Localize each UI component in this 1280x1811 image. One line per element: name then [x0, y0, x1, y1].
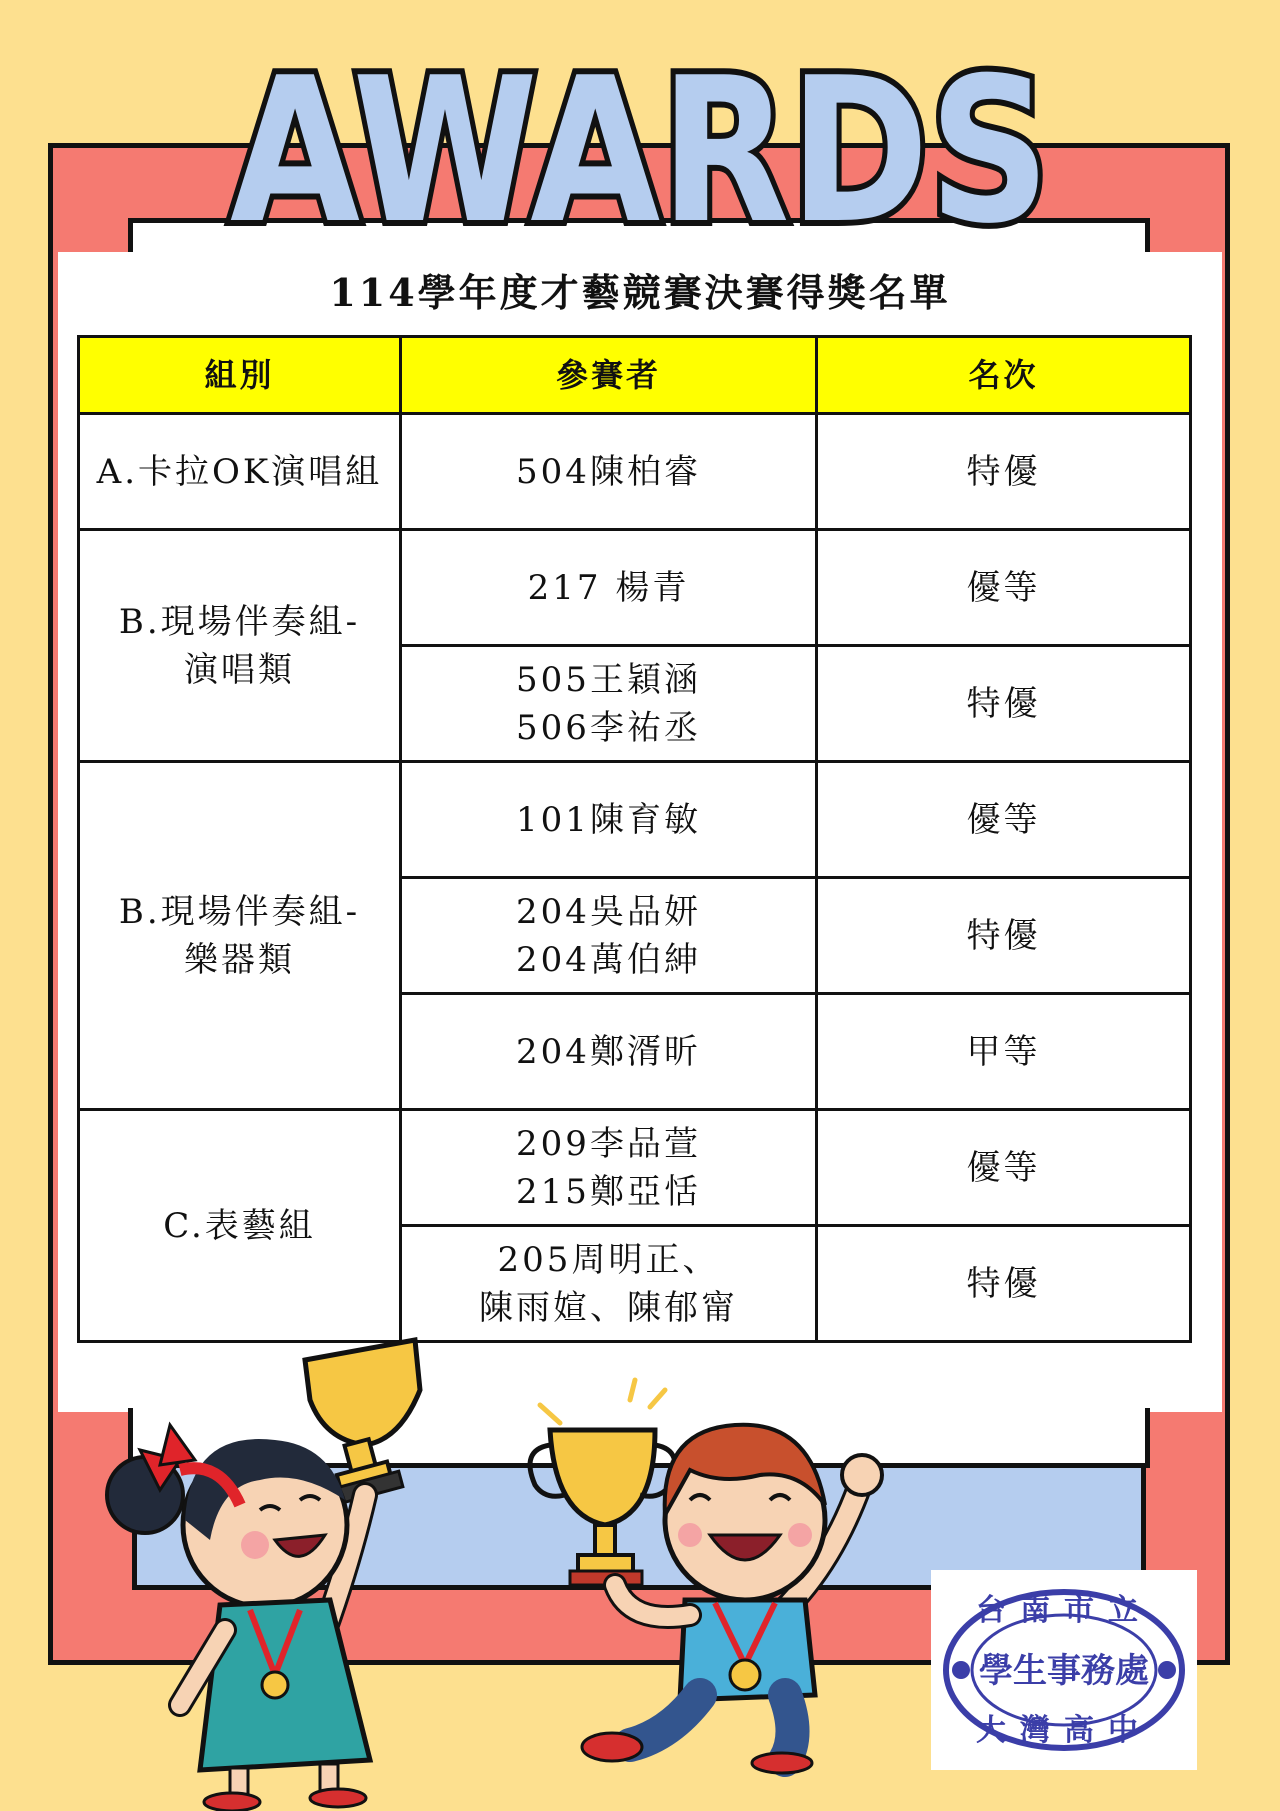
participants-cell — [401, 1226, 817, 1342]
participant-name: 209李品萱 — [516, 1123, 701, 1164]
table-row — [79, 762, 1191, 878]
participant-name: 204吳品妍 — [516, 891, 701, 932]
rank-cell: 優等 — [817, 762, 1191, 878]
participant-name: 陳雨媗、陳郁甯 — [479, 1287, 738, 1328]
participant-name: 505王穎涵 — [516, 659, 701, 700]
participants-cell — [401, 994, 817, 1110]
seal-top-text: 台南市立 — [976, 1593, 1152, 1628]
trophy-icon — [530, 1430, 675, 1585]
group-name: B.現場伴奏組-演唱類 — [118, 601, 361, 690]
participants-cell — [401, 414, 817, 530]
flower-icon — [1158, 1661, 1176, 1679]
participants-cell — [401, 878, 817, 994]
participant-name: 506李祐丞 — [516, 707, 701, 748]
table-header-row — [79, 337, 1191, 414]
participant-name: 217 楊青 — [527, 567, 690, 608]
header-group: 組別 — [79, 337, 401, 414]
participants-cell — [401, 530, 817, 646]
seal-bottom-text: 大灣高中 — [976, 1713, 1152, 1748]
participant-name: 204鄭湑昕 — [516, 1031, 701, 1072]
rank-cell: 優等 — [817, 1110, 1191, 1226]
girl-trophy-illustration — [100, 1330, 460, 1811]
participants-cell — [401, 646, 817, 762]
group-cell: A.卡拉OK演唱組 — [79, 414, 401, 530]
table-row — [79, 414, 1191, 530]
rank-cell: 特優 — [817, 414, 1191, 530]
office-seal — [931, 1570, 1197, 1770]
participant-name: 504陳柏睿 — [516, 451, 701, 492]
seal-graphic — [931, 1570, 1197, 1770]
page-subtitle: 114學年度才藝競賽決賽得獎名單 — [329, 270, 951, 315]
group-cell — [79, 530, 401, 762]
rank-cell: 特優 — [817, 1226, 1191, 1342]
rank-cell: 甲等 — [817, 994, 1191, 1110]
seal-center-text: 學生事務處 — [979, 1651, 1149, 1691]
rank-cell: 特優 — [817, 646, 1191, 762]
table-row — [79, 530, 1191, 646]
participants-cell — [401, 1110, 817, 1226]
header-rank: 名次 — [817, 337, 1191, 414]
participant-name: 215鄭亞恬 — [516, 1171, 701, 1212]
rank-cell: 優等 — [817, 530, 1191, 646]
boy-trophy-illustration — [520, 1375, 940, 1775]
participants-cell — [401, 762, 817, 878]
awards-title — [220, 35, 1060, 268]
awards-table — [77, 335, 1192, 1343]
participant-name: 101陳育敏 — [516, 799, 701, 840]
awards-title-text: AWARDS — [230, 35, 1050, 268]
group-cell — [79, 762, 401, 1110]
header-participants: 參賽者 — [401, 337, 817, 414]
flower-icon — [952, 1661, 970, 1679]
table-row — [79, 1110, 1191, 1226]
participant-name: 205周明正、 — [497, 1239, 720, 1280]
participant-name: 204萬伯紳 — [516, 939, 701, 980]
group-name: B.現場伴奏組-樂器類 — [118, 891, 361, 980]
rank-cell: 特優 — [817, 878, 1191, 994]
group-cell: C.表藝組 — [79, 1110, 401, 1342]
